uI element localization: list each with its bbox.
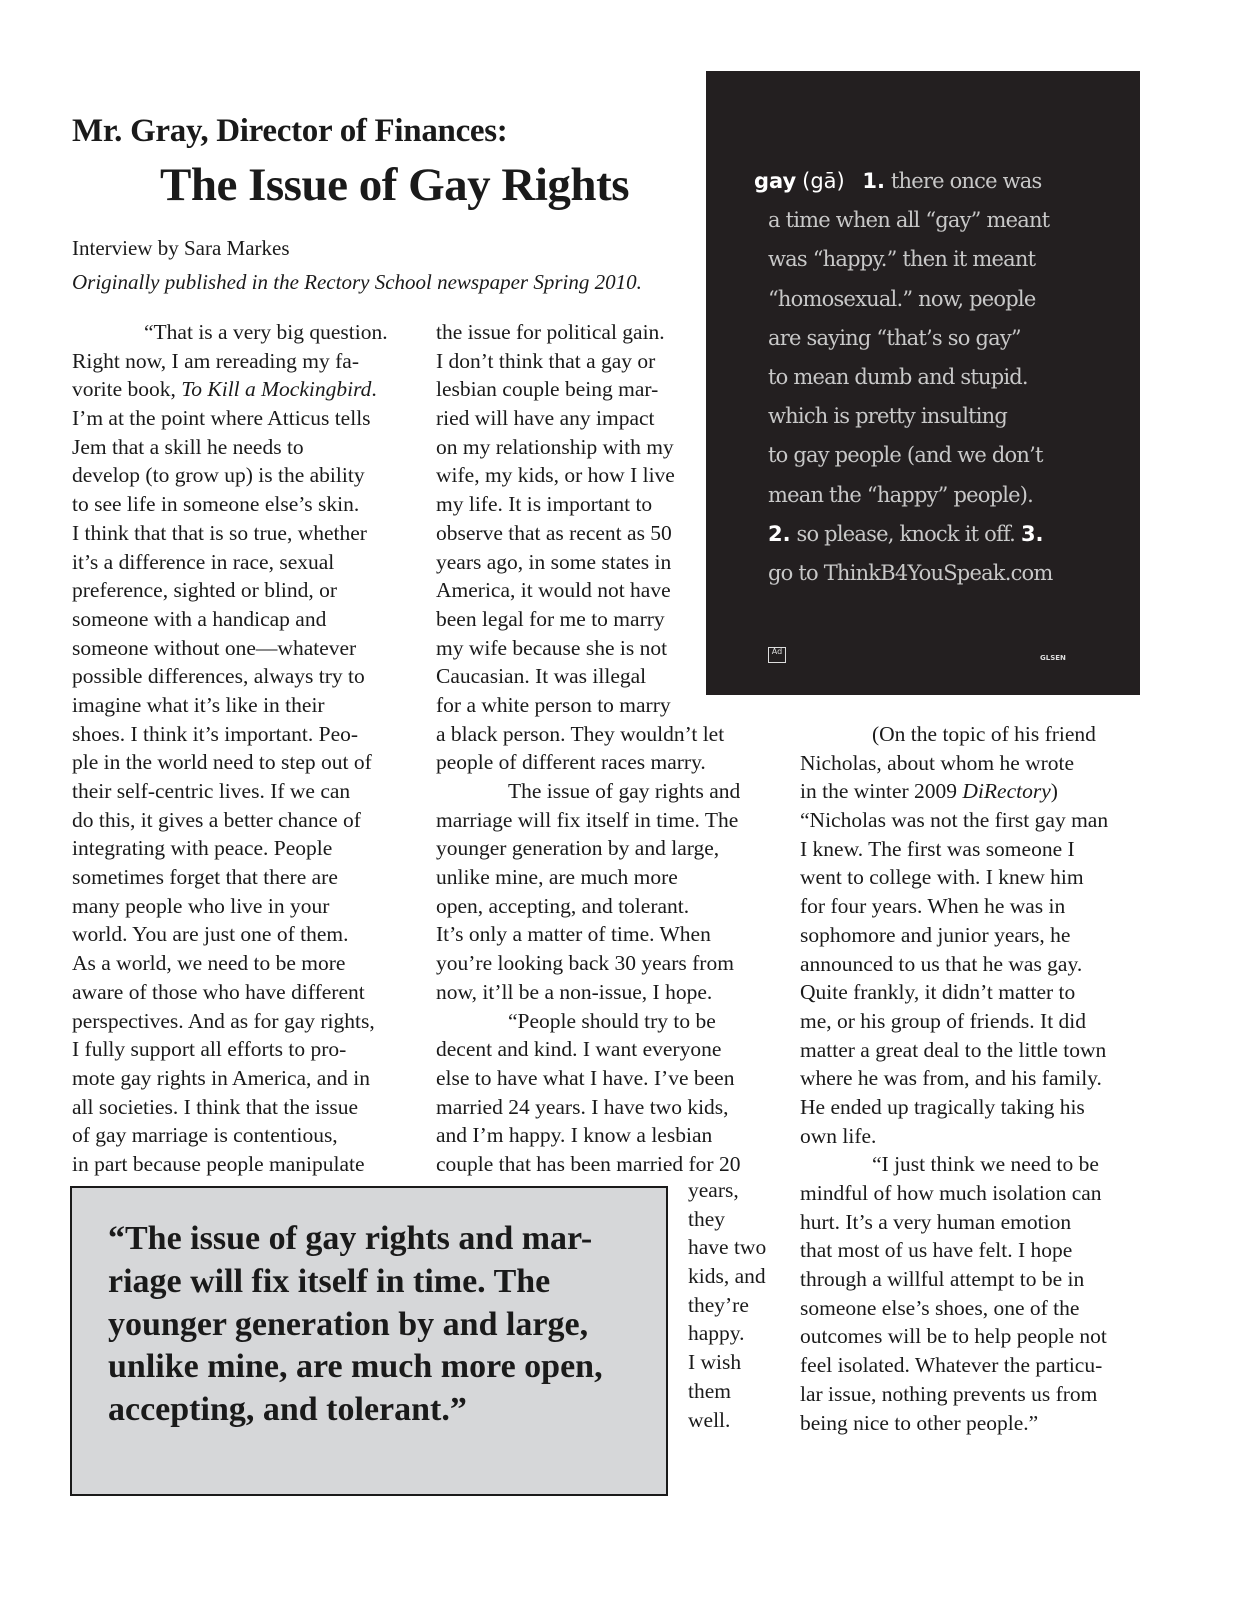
text-line: “People should try to be bbox=[508, 1008, 716, 1033]
text-line: He ended up tragically taking his bbox=[800, 1094, 1085, 1119]
text-line: sometimes forget that there are bbox=[72, 865, 338, 890]
text-line: decent and kind. I want everyone bbox=[436, 1037, 722, 1062]
text-line: been legal for me to marry bbox=[436, 606, 665, 631]
text-fragment: vorite book, bbox=[72, 377, 182, 402]
text-line: married 24 years. I have two kids, bbox=[436, 1094, 729, 1119]
text-line: “Nicholas was not the first gay man bbox=[800, 808, 1109, 833]
text-line: well. bbox=[688, 1407, 731, 1432]
ad-url: go to ThinkB4YouSpeak.com bbox=[768, 561, 1053, 586]
text-line: mindful of how much isolation can bbox=[800, 1181, 1102, 1205]
text-line: I knew. The first was someone I bbox=[800, 836, 1075, 861]
text-line: happy. bbox=[688, 1321, 745, 1346]
text-line: and I’m happy. I know a lesbian bbox=[436, 1123, 713, 1148]
text-line: my wife because she is not bbox=[436, 635, 668, 660]
ad-line: to mean dumb and stupid. bbox=[768, 365, 1028, 390]
ad-line: mean the “happy” people). bbox=[768, 482, 1034, 507]
text-line: them bbox=[688, 1378, 731, 1403]
text-line bbox=[72, 375, 422, 404]
ad-text bbox=[754, 162, 1053, 593]
body-column-3 bbox=[800, 720, 1150, 1437]
text-line: else to have what I have. I’ve been bbox=[436, 1065, 735, 1090]
text-line: ple in the world need to step out of bbox=[72, 750, 372, 775]
text-line: many people who live in your bbox=[72, 893, 330, 918]
text-line: where he was from, and his family. bbox=[800, 1066, 1102, 1091]
text-line: my life. It is important to bbox=[436, 492, 653, 517]
text-line: someone without one—whatever bbox=[72, 635, 357, 660]
text-line: wife, my kids, or how I live bbox=[436, 463, 675, 488]
text-line: develop (to grow up) is the ability bbox=[72, 463, 365, 488]
text-line: (On the topic of his friend bbox=[872, 722, 1096, 746]
text-fragment: ) bbox=[1050, 779, 1058, 804]
text-line: people of different races marry. bbox=[436, 750, 706, 775]
text-line: observe that as recent as 50 bbox=[436, 520, 672, 545]
text-line: for four years. When he was in bbox=[800, 894, 1066, 919]
text-line: all societies. I think that the issue bbox=[72, 1094, 359, 1119]
text-line: Caucasian. It was illegal bbox=[436, 664, 647, 689]
ad-line: a time when all “gay” meant bbox=[768, 208, 1050, 233]
text-line: outcomes will be to help people not bbox=[800, 1324, 1107, 1349]
text-line: Nicholas, about whom he wrote bbox=[800, 750, 1075, 775]
text-line: for a white person to marry bbox=[436, 692, 671, 717]
article-title: The Issue of Gay Rights bbox=[160, 159, 630, 211]
text-line: open, accepting, and tolerant. bbox=[436, 893, 690, 918]
text-line: do this, it gives a better chance of bbox=[72, 807, 361, 832]
ad-number-3: 3. bbox=[1020, 521, 1044, 546]
text-line: I wish bbox=[688, 1350, 742, 1375]
ad-number-1: 1. bbox=[862, 169, 885, 193]
text-line: “That is a very big question. bbox=[144, 320, 388, 344]
ad-number-2: 2. bbox=[768, 521, 791, 546]
pull-quote-line: riage will fix itself in time. The bbox=[108, 1262, 551, 1300]
text-line: ried will have any impact bbox=[436, 406, 655, 431]
ad-council-logo: Ad bbox=[768, 647, 786, 663]
text-line: As a world, we need to be more bbox=[72, 951, 346, 976]
text-line: America, it would not have bbox=[436, 578, 671, 603]
ad-pronunciation: (gā) bbox=[802, 169, 845, 193]
text-line: me, or his group of friends. It did bbox=[800, 1008, 1087, 1033]
text-line: younger generation by and large, bbox=[436, 836, 720, 861]
text-line: mote gay rights in America, and in bbox=[72, 1065, 370, 1090]
ad-line: which is pretty insulting bbox=[768, 404, 1008, 429]
ad-line bbox=[768, 515, 1053, 554]
text-line: a black person. They wouldn’t let bbox=[436, 721, 725, 746]
ad-line: to gay people (and we don’t bbox=[768, 443, 1043, 468]
text-line: on my relationship with my bbox=[436, 434, 674, 459]
book-title: To Kill a Mockingbird bbox=[181, 377, 372, 402]
text-line: I fully support all efforts to pro- bbox=[72, 1037, 347, 1062]
body-column-2-tail bbox=[688, 1176, 788, 1434]
text-line: couple that has been married for 20 bbox=[436, 1151, 741, 1176]
text-line: integrating with peace. People bbox=[72, 836, 333, 861]
glsen-logo: GLSEN bbox=[1040, 654, 1066, 662]
text-line: went to college with. I knew him bbox=[800, 865, 1084, 890]
text-line: of gay marriage is contentious, bbox=[72, 1123, 338, 1148]
pull-quote-line: “The issue of gay rights and mar- bbox=[108, 1220, 593, 1257]
text-line: “I just think we need to be bbox=[872, 1152, 1099, 1177]
text-line: I don’t think that a gay or bbox=[436, 348, 656, 373]
text-line: they’re bbox=[688, 1292, 749, 1317]
text-line: feel isolated. Whatever the particu- bbox=[800, 1353, 1103, 1378]
text-line: now, it’ll be a non-issue, I hope. bbox=[436, 979, 713, 1004]
text-line: Jem that a skill he needs to bbox=[72, 434, 304, 459]
ad-line: “homosexual.” now, people bbox=[768, 286, 1036, 311]
pull-quote-line: accepting, and tolerant.” bbox=[108, 1391, 467, 1429]
ad-word: gay bbox=[754, 169, 797, 193]
body-column-1 bbox=[72, 318, 422, 1179]
text-line: it’s a difference in race, sexual bbox=[72, 549, 335, 574]
text-line: announced to us that he was gay. bbox=[800, 951, 1083, 976]
text-line: preference, sighted or blind, or bbox=[72, 578, 338, 603]
text-line: kids, and bbox=[688, 1264, 766, 1289]
byline: Interview by Sara Markes bbox=[72, 236, 290, 260]
text-line bbox=[800, 777, 1150, 806]
text-line: imagine what it’s like in their bbox=[72, 692, 325, 717]
pull-quote-line: unlike mine, are much more open, bbox=[108, 1348, 603, 1386]
text-line: shoes. I think it’s important. Peo- bbox=[72, 721, 359, 746]
text-line: possible differences, always try to bbox=[72, 664, 365, 689]
text-line: It’s only a matter of time. When bbox=[436, 922, 711, 947]
text-line: you’re looking back 30 years from bbox=[436, 951, 734, 976]
text-line: Quite frankly, it didn’t matter to bbox=[800, 980, 1076, 1005]
publication-title: DiRectory bbox=[962, 779, 1051, 804]
text-line: unlike mine, are much more bbox=[436, 865, 678, 890]
publication-note: Originally published in the Rectory School newspaper Spring 2010. bbox=[72, 270, 642, 294]
text-line: being nice to other people.” bbox=[800, 1410, 1039, 1435]
text-line: years ago, in some states in bbox=[436, 549, 672, 574]
text-line: marriage will fix itself in time. The bbox=[436, 807, 739, 832]
text-line: The issue of gay rights and bbox=[508, 779, 741, 803]
ad-line: are saying “that’s so gay” bbox=[768, 325, 1021, 350]
text-line: to see life in someone else’s skin. bbox=[72, 492, 360, 517]
text-line: years, bbox=[688, 1178, 739, 1202]
text-line: Right now, I am rereading my fa- bbox=[72, 348, 359, 373]
text-line: I think that that is so true, whether bbox=[72, 520, 367, 545]
text-line: aware of those who have different bbox=[72, 979, 365, 1004]
text-line: hurt. It’s a very human emotion bbox=[800, 1209, 1072, 1234]
text-line: matter a great deal to the little town bbox=[800, 1037, 1107, 1062]
text-line: they bbox=[688, 1206, 726, 1231]
text-line: through a willful attempt to be in bbox=[800, 1267, 1085, 1292]
text-fragment: . bbox=[371, 377, 377, 402]
text-line: own life. bbox=[800, 1123, 877, 1148]
text-line: the issue for political gain. bbox=[436, 320, 665, 344]
ad-line-text: so please, knock it off. bbox=[796, 521, 1016, 546]
text-line: lar issue, nothing prevents us from bbox=[800, 1381, 1098, 1406]
ad-line: there once was bbox=[890, 169, 1042, 193]
text-line: someone with a handicap and bbox=[72, 606, 327, 631]
text-line: lesbian couple being mar- bbox=[436, 377, 659, 402]
text-line: their self-centric lives. If we can bbox=[72, 779, 351, 803]
text-line: perspectives. And as for gay rights, bbox=[72, 1008, 375, 1033]
text-line: world. You are just one of them. bbox=[72, 922, 349, 947]
text-line: I’m at the point where Atticus tells bbox=[72, 406, 371, 431]
text-line: someone else’s shoes, one of the bbox=[800, 1295, 1080, 1320]
text-line: in part because people manipulate bbox=[72, 1151, 365, 1176]
article-kicker: Mr. Gray, Director of Finances: bbox=[72, 113, 508, 149]
ad-headline bbox=[754, 162, 1053, 201]
text-fragment: in the winter 2009 bbox=[800, 779, 963, 804]
pull-quote-line: younger generation by and large, bbox=[108, 1305, 589, 1343]
text-line: that most of us have felt. I hope bbox=[800, 1238, 1073, 1263]
text-line: have two bbox=[688, 1235, 767, 1260]
pull-quote-text bbox=[108, 1218, 603, 1432]
ad-line: was “happy.” then it meant bbox=[768, 247, 1036, 272]
text-line: sophomore and junior years, he bbox=[800, 922, 1071, 947]
